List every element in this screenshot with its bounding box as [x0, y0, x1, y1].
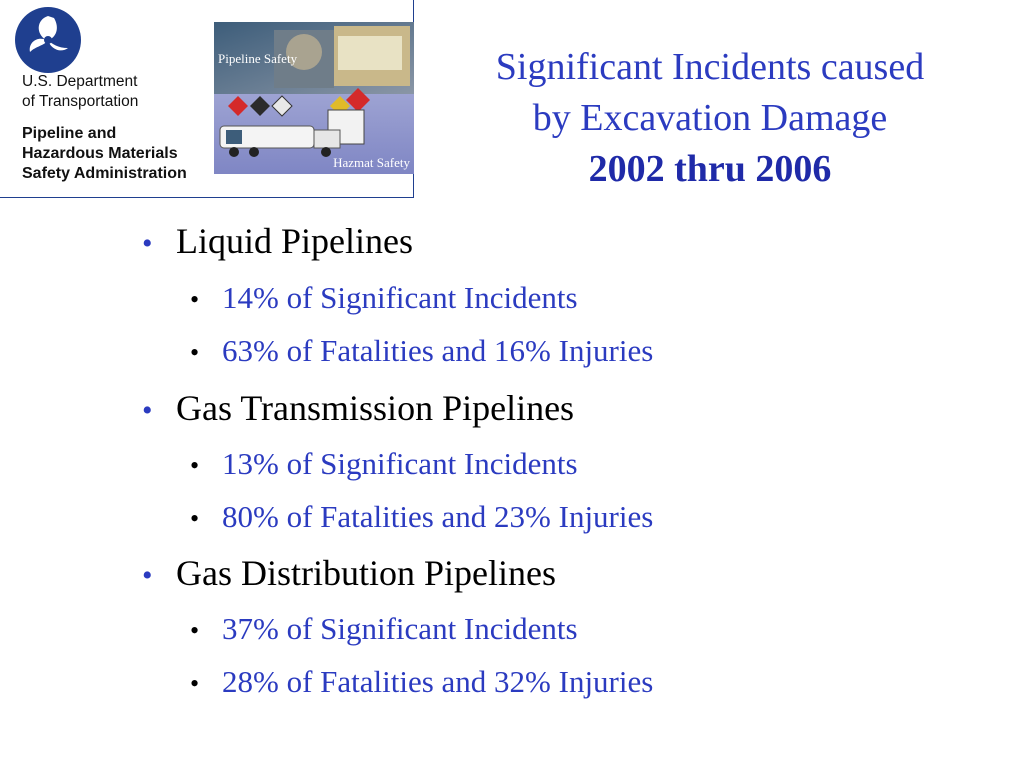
agency-name-line1: Pipeline and [22, 125, 117, 142]
sub-bullet-dot-icon: • [190, 451, 200, 480]
bullet-gas-distribution-pipelines [142, 552, 556, 594]
bullet-label: Gas Transmission Pipelines [176, 388, 575, 428]
sub-bullet [190, 333, 653, 369]
dept-name-line2: of Transportation [22, 93, 139, 110]
title-date-range: 2002 thru 2006 [588, 148, 832, 190]
sub-bullet-text: 13% of Significant Incidents [222, 446, 578, 481]
bullet-liquid-pipelines [142, 220, 413, 262]
sub-bullet [190, 499, 653, 535]
sub-bullet-dot-icon: • [190, 616, 200, 645]
title-line2: by Excavation Damage [532, 97, 888, 139]
sub-bullet-dot-icon: • [190, 285, 200, 314]
sub-bullet-text: 63% of Fatalities and 16% Injuries [222, 333, 654, 368]
sub-bullet-text: 80% of Fatalities and 23% Injuries [222, 499, 654, 534]
sub-bullet [190, 280, 578, 316]
agency-name-line3: Safety Administration [22, 165, 187, 182]
collage-label-pipeline-safety: Pipeline Safety [218, 51, 298, 66]
collage-label-hazmat-safety: Hazmat Safety [333, 155, 410, 170]
sub-bullet [190, 446, 578, 482]
sub-bullet-dot-icon: • [190, 338, 200, 367]
bullet-label: Gas Distribution Pipelines [176, 553, 556, 593]
bullet-gas-transmission-pipelines [142, 387, 574, 429]
agency-name-line2: Hazardous Materials [22, 145, 178, 162]
bullet-dot-icon: • [142, 559, 153, 592]
title-line1: Significant Incidents caused [495, 46, 925, 88]
sub-bullet [190, 664, 653, 700]
sub-bullet-dot-icon: • [190, 504, 200, 533]
sub-bullet [190, 611, 578, 647]
sub-bullet-text: 28% of Fatalities and 32% Injuries [222, 664, 654, 699]
sub-bullet-text: 14% of Significant Incidents [222, 280, 578, 315]
sub-bullet-text: 37% of Significant Incidents [222, 611, 578, 646]
sub-bullet-dot-icon: • [190, 669, 200, 698]
bullet-label: Liquid Pipelines [176, 221, 413, 261]
bullet-dot-icon: • [142, 227, 153, 260]
bullet-dot-icon: • [142, 394, 153, 427]
dept-name-line1: U.S. Department [22, 73, 138, 90]
